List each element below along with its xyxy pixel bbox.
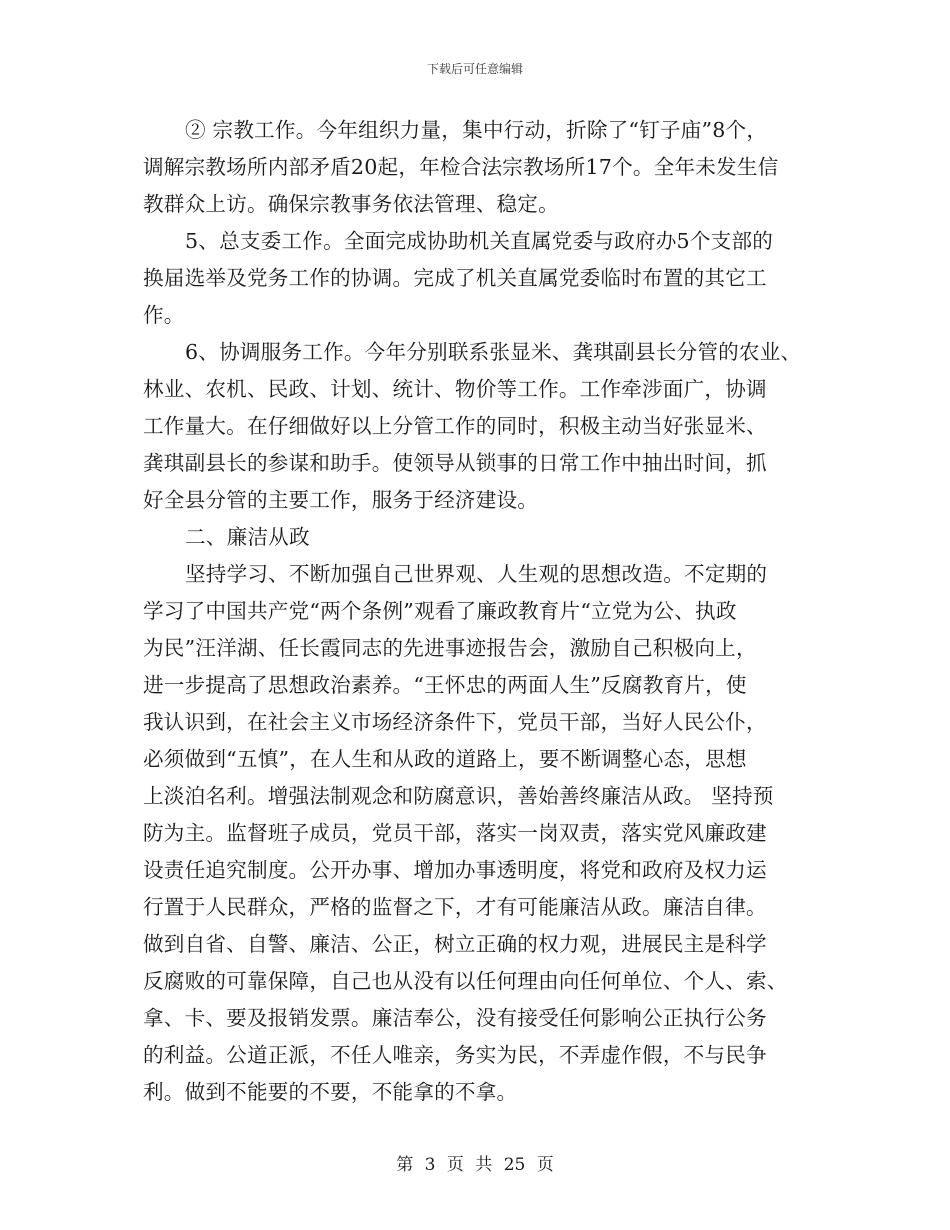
- text-line: 的利益。公道正派，不任人唯亲，务实为民，不弄虚作假，不与民争: [143, 1043, 767, 1067]
- text-line: 反腐败的可靠保障，自己也从没有以任何理由向任何单位、个人、索、: [143, 969, 788, 993]
- text-line: 必须做到“五慎”，在人生和从政的道路上，要不断调整心态，思想: [143, 747, 747, 771]
- text-line: 教群众上访。确保宗教事务依法管理、稳定。: [143, 192, 559, 216]
- text-line: 进一步提高了思想政治素养。“王怀忠的两面人生”反腐教育片，使: [143, 673, 747, 697]
- page-header: 下载后可任意编辑: [426, 62, 523, 76]
- text-line: 防为主。监督班子成员，党员干部，落实一岗双责，落实党风廉政建: [143, 821, 767, 845]
- text-line: 好全县分管的主要工作，服务于经济建设。: [143, 488, 539, 512]
- text-line: 设责任追究制度。公开办事、增加办事透明度，将党和政府及权力运: [143, 858, 767, 882]
- text-line: 林业、农机、民政、计划、统计、物价等工作。工作牵涉面广，协调: [143, 377, 767, 401]
- text-line: 学习了中国共产党“两个条例”观看了廉政教育片“立党为公、执政: [143, 599, 737, 623]
- text-line: 工作量大。在仔细做好以上分管工作的同时，积极主动当好张显米、: [143, 414, 767, 438]
- text-line: 5、总支委工作。全面完成协助机关直属党委与政府办5个支部的: [185, 229, 774, 253]
- text-line: 为民”汪洋湖、任长霞同志的先进事迹报告会，激励自己积极向上，: [143, 636, 757, 660]
- text-line: ② 宗教工作。今年组织力量，集中行动，折除了“钉子庙”8个，: [185, 118, 768, 142]
- page-footer: 第 3 页 共 25 页: [396, 1155, 554, 1175]
- text-line: 我认识到，在社会主义市场经济条件下，党员干部，当好人民公仆，: [143, 710, 767, 734]
- text-line: 做到自省、自警、廉洁、公正，树立正确的权力观，进展民主是科学: [143, 932, 767, 956]
- text-line: 行置于人民群众，严格的监督之下，才有可能廉洁从政。廉洁自律。: [143, 895, 767, 919]
- text-line: 上淡泊名利。增强法制观念和防腐意识，善始善终廉洁从政。 坚持预: [143, 784, 774, 808]
- text-line: 作。: [143, 303, 185, 327]
- text-line: 坚持学习、不断加强自己世界观、人生观的思想改造。不定期的: [185, 562, 768, 586]
- text-line: 利。做到不能要的不要，不能拿的不拿。: [143, 1080, 518, 1104]
- text-line: 拿、卡、要及报销发票。廉洁奉公，没有接受任何影响公正执行公务: [143, 1006, 767, 1030]
- text-line: 二、廉洁从政: [185, 525, 310, 549]
- text-line: 龚琪副县长的参谋和助手。使领导从锁事的日常工作中抽出时间，抓: [143, 451, 767, 475]
- text-line: 换届选举及党务工作的协调。完成了机关直属党委临时布置的其它工: [143, 266, 767, 290]
- text-line: 调解宗教场所内部矛盾20起，年检合法宗教场所17个。全年未发生信: [143, 155, 779, 179]
- text-line: 6、协调服务工作。今年分别联系张显米、龚琪副县长分管的农业、: [185, 340, 802, 364]
- document-body: [143, 112, 843, 1111]
